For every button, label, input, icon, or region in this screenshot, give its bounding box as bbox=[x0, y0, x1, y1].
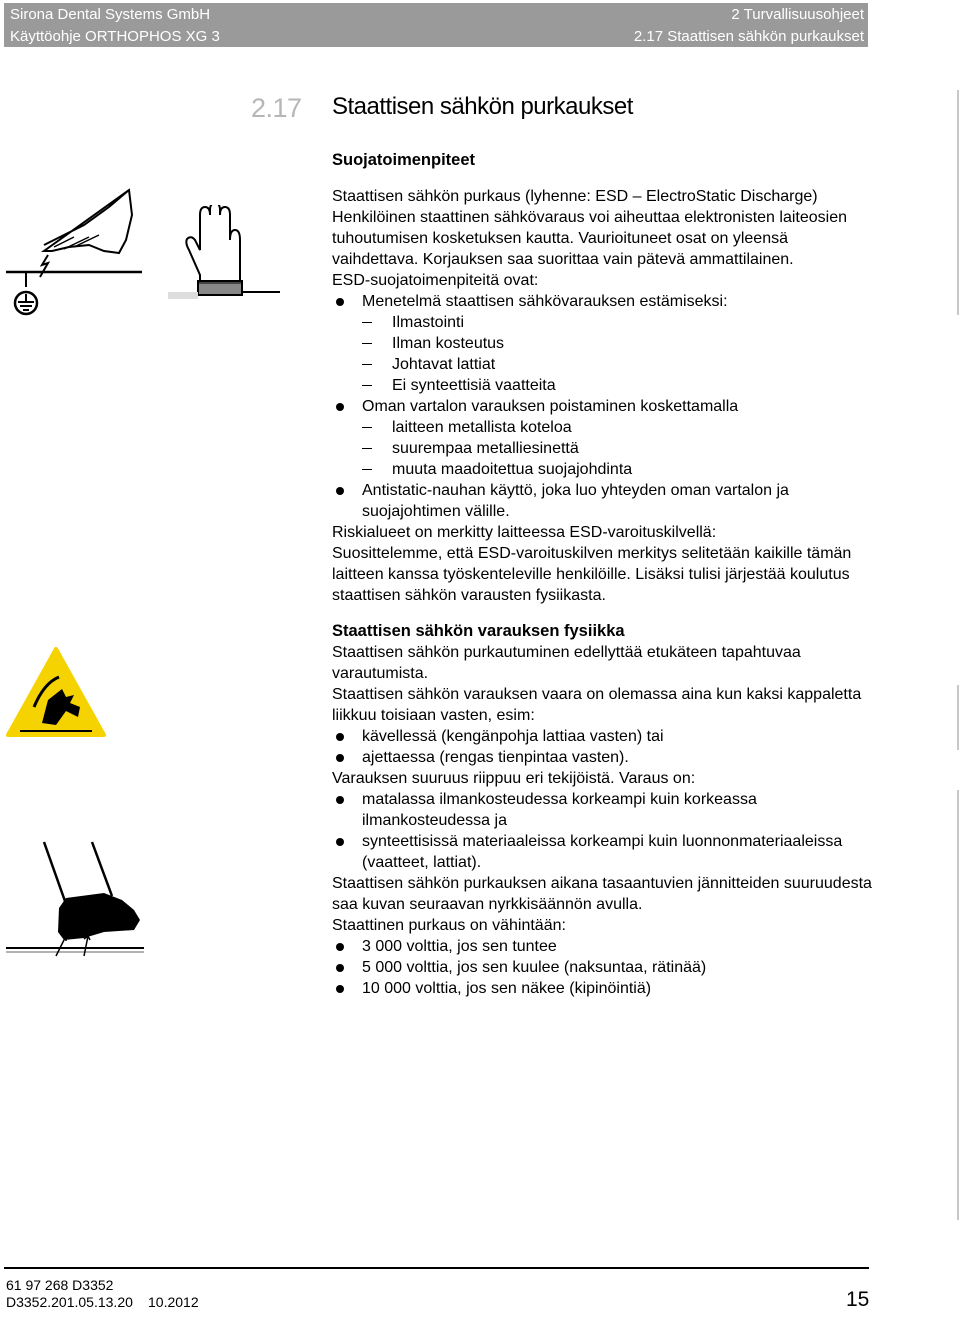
recommend-paragraph: Suosittelemme, että ESD-varoituskilven merkitys selitetään kaikille tämän laitteen kanssa työskenteleville henkilöille. Lisäksi tulisi järjestää koulutus staattisen sähkön varausten fysiikasta. bbox=[332, 545, 852, 604]
page-header bbox=[4, 3, 868, 47]
hand-shape bbox=[186, 205, 240, 283]
heading-physics: Staattisen sähkön varauksen fysiikka bbox=[332, 622, 625, 640]
shoe-walking-illustration bbox=[4, 838, 149, 958]
esd-definition: Staattisen sähkön purkaus (lyhenne: ESD – ElectroStatic Discharge) bbox=[332, 188, 818, 205]
footer-doc-number: 61 97 268 D3352 bbox=[6, 1277, 114, 1293]
header-manual: Käyttöohje ORTHOPHOS XG 3 bbox=[10, 28, 220, 45]
list-item: Antistatic-nauhan käyttö, joka luo yhteyden oman vartalon ja suojajohtimen välille. bbox=[332, 480, 872, 522]
list-item: 10 000 volttia, jos sen näkee (kipinöintiä) bbox=[332, 978, 872, 999]
list-item: matalassa ilmankosteudessa korkeampi kuin korkeassa ilmankosteudessa ja bbox=[332, 789, 872, 831]
main-content bbox=[332, 150, 872, 999]
charge-arrow-icon bbox=[56, 936, 66, 956]
footer-divider bbox=[4, 1267, 869, 1269]
spark-icon bbox=[40, 255, 48, 277]
physics-paragraph: Staattisen sähkön purkauksen aikana tasaantuvien jännitteiden suuruudesta saa kuvan seuraavan nyrkkisäännön avulla. bbox=[332, 875, 872, 913]
margin-line bbox=[957, 790, 959, 1220]
charge-arrow-icon bbox=[84, 936, 90, 956]
page-number: 15 bbox=[846, 1288, 870, 1311]
header-company: Sirona Dental Systems GmbH bbox=[10, 6, 211, 23]
hand-shape bbox=[44, 190, 132, 253]
sub-list-item: Ei synteettisiä vaatteita bbox=[332, 375, 872, 396]
physics-paragraph: Staattisen sähkön purkautuminen edellyttää etukäteen tapahtuvaa varautumista. bbox=[332, 644, 801, 682]
list-item: synteettisissä materiaaleissa korkeampi kuin luonnonmateriaaleissa (vaatteet, lattiat). bbox=[332, 831, 872, 873]
list-item: 5 000 volttia, jos sen kuulee (naksuntaa, rätinää) bbox=[332, 957, 872, 978]
heading-protection: Suojatoimenpiteet bbox=[332, 151, 476, 169]
margin-line bbox=[957, 685, 959, 750]
sub-list-item: Ilmastointi bbox=[332, 312, 872, 333]
margin-line bbox=[957, 90, 959, 315]
sub-list-item: Johtavat lattiat bbox=[332, 354, 872, 375]
header-section: 2.17 Staattisen sähkön purkaukset bbox=[633, 28, 864, 45]
list-item: ajettaessa (rengas tienpintaa vasten). bbox=[332, 747, 872, 768]
physics-paragraph: Staattinen purkaus on vähintään: bbox=[332, 917, 566, 934]
wrist-strap-illustration bbox=[165, 205, 290, 305]
hand-discharge-illustration bbox=[4, 185, 144, 320]
esd-warning-sign-icon bbox=[4, 645, 108, 740]
risk-paragraph: Riskialueet on merkitty laitteessa ESD-varoituskilvellä: bbox=[332, 524, 717, 541]
hatched-surface bbox=[168, 292, 198, 299]
section-number: 2.17 bbox=[251, 93, 302, 123]
header-chapter: 2 Turvallisuusohjeet bbox=[731, 6, 864, 23]
sub-list-item: muuta maadoitettua suojajohdinta bbox=[332, 459, 872, 480]
sub-list-item: laitteen metallista koteloa bbox=[332, 417, 872, 438]
measures-label: ESD-suojatoimenpiteitä ovat: bbox=[332, 272, 539, 289]
section-title: Staattisen sähkön purkaukset bbox=[332, 93, 633, 120]
footer-version: D3352.201.05.13.20 bbox=[6, 1294, 133, 1310]
sub-list-item: Ilman kosteutus bbox=[332, 333, 872, 354]
list-item: kävellessä (kengänpohja lattiaa vasten) tai bbox=[332, 726, 872, 747]
sub-list-item: suurempaa metalliesinettä bbox=[332, 438, 872, 459]
list-item: Menetelmä staattisen sähkövarauksen estämiseksi: bbox=[332, 291, 872, 312]
list-item: 3 000 volttia, jos sen tuntee bbox=[332, 936, 872, 957]
intro-paragraph: Henkilöinen staattinen sähkövaraus voi aiheuttaa elektronisten laiteosien tuhoutumisen kosketuksen kautta. Vaurioituneet osat on yleensä vaihdettava. Korjauksen saa suorittaa vain pätevä ammattilainen. bbox=[332, 209, 847, 268]
physics-paragraph: Staattisen sähkön varauksen vaara on olemassa aina kun kaksi kappaletta liikkuu toisiaan vasten, esim: bbox=[332, 686, 862, 724]
footer-date: 10.2012 bbox=[148, 1294, 199, 1310]
shoe-shape bbox=[58, 893, 140, 940]
physics-paragraph: Varauksen suuruus riippuu eri tekijöistä. Varaus on: bbox=[332, 770, 696, 787]
list-item: Oman vartalon varauksen poistaminen koskettamalla bbox=[332, 396, 872, 417]
